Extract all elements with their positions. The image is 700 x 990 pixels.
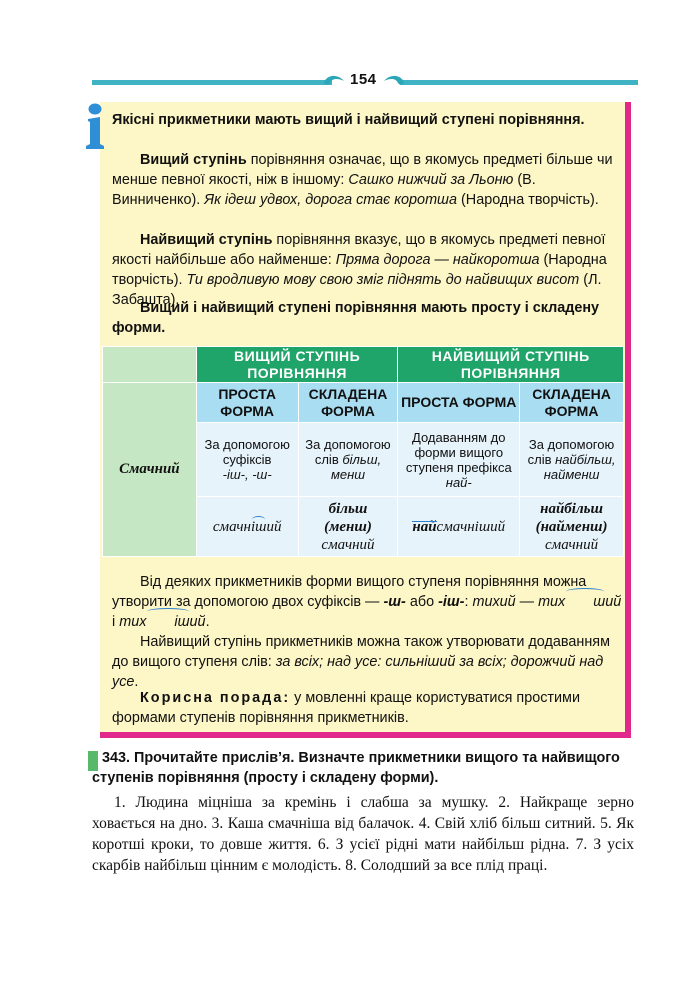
term-highest: Найвищий ступінь [140, 232, 273, 248]
desc-suffixes: -іш-, -ш- [222, 467, 272, 482]
term-higher: Вищий ступінь [140, 152, 247, 168]
aux-word: найбільш [540, 500, 603, 517]
text: . [205, 614, 210, 630]
prefix: най [412, 518, 437, 535]
desc-text: За допомогою слів [305, 437, 391, 467]
example: Пряма дорога — найкоротша [335, 252, 540, 268]
rule-forms-text: Вищий і найвищий ступені порівняння мають просту і складену форми. [112, 300, 600, 336]
rule-higher-degree [112, 150, 624, 210]
desc-text: Додаванням до форми вищого ступеня префікса [405, 429, 512, 475]
sub-simple-highest: ПРОСТА ФОРМА [398, 383, 520, 423]
info-icon [84, 103, 106, 149]
rule-forms [112, 298, 624, 338]
text: . [134, 674, 139, 690]
text: : [464, 594, 473, 610]
source: (Народна творчість). [112, 252, 607, 288]
header-line-left [92, 80, 332, 85]
example-simple-higher [196, 497, 298, 557]
rule-intro-text: Якісні прикметники мають вищий і найвищий ступені порівняння. [112, 112, 585, 128]
desc-compound-higher [298, 423, 398, 497]
suffix: ш [565, 592, 605, 612]
adjective: смачний [544, 536, 599, 553]
tip-label: Корисна порада: [140, 690, 291, 706]
base: смачніший [436, 518, 506, 535]
text: Від деяких прикметників форми вищого ступеня порівняння можна утворити за допомогою двох суфіксів — [112, 574, 587, 610]
example-simple-highest [398, 497, 520, 557]
text: або [405, 594, 439, 610]
aux-word: більш [328, 500, 368, 517]
source: (Народна творчість). [457, 192, 599, 208]
sub-simple-higher: ПРОСТА ФОРМА [196, 383, 298, 423]
desc-word: найбільш [555, 452, 612, 467]
head-higher: ВИЩИЙ СТУПІНЬ ПОРІВНЯННЯ [196, 347, 398, 383]
desc-simple-highest [398, 423, 520, 497]
head-highest: НАЙВИЩИЙ СТУПІНЬ ПОРІВНЯННЯ [398, 347, 624, 383]
suffix: -ш- [383, 594, 406, 610]
example: Як ідеш удвох, дорога стає коротша [204, 192, 458, 208]
text: Найвищий ступінь прикметників можна також утворювати додаванням до вищого ступеня слів: [112, 634, 610, 670]
desc-word: , найменш [543, 452, 616, 482]
header-line-right [400, 80, 638, 85]
example-compound-highest [520, 497, 624, 557]
table-word: Смачний [103, 383, 197, 557]
example: за всіх; над усе: сильніший за всіх; дорожчий над усе [112, 654, 604, 690]
example-compound-higher [298, 497, 398, 557]
page-number: 154 [350, 71, 377, 88]
desc-text: За допомогою суфіксів [204, 437, 290, 467]
ending: ий [605, 594, 622, 610]
adjective: смачний [321, 536, 375, 553]
example: Сашко нижчий за Льоню [348, 172, 514, 188]
exercise-body: 1. Людина міцніша за кремінь і слабша за мушку. 2. Найкраще зерно ховається на дно. 3. Каша смачніша від балачок. 4. Свій хліб більш ситний. 5. Як коротші кроки, то довше життя. 6. З усієї рідні мати найбільш рідна. 7. З усіх скарбів найбільш цінним є молодість. 8. Солодший за все плід праці. [92, 794, 634, 874]
desc-simple-higher [196, 423, 298, 497]
useful-tip [112, 688, 624, 728]
example: Ти вродливую мову свою зміг піднять до найвищих висот [186, 272, 580, 288]
desc-word: , менш [330, 452, 382, 482]
rule-intro [112, 110, 624, 130]
ending: ий [189, 614, 206, 630]
example: тихий [472, 594, 516, 610]
desc-word: більш [342, 452, 378, 467]
sub-compound-higher: СКЛАДЕНА ФОРМА [298, 383, 398, 423]
sub-compound-highest: СКЛАДЕНА ФОРМА [520, 383, 624, 423]
source: (Л. Забашта). [112, 272, 602, 308]
text: порівняння вказує, що в якомусь предметі певної якості найбільше або найменше: [112, 232, 606, 268]
exercise-title [92, 748, 632, 788]
aux-alt: (менш) [324, 518, 372, 535]
stem: тих [538, 594, 566, 610]
suffix: -іш- [438, 594, 465, 610]
stem: тих [119, 614, 147, 630]
text: — [515, 594, 539, 610]
table-corner [103, 347, 197, 383]
suffix: іш [146, 612, 189, 632]
suffix: іш [250, 518, 267, 535]
ending: ий [266, 518, 282, 535]
aux-alt: (найменш) [535, 518, 608, 535]
text: порівняння означає, що в якомусь предметі більше чи менше певної якості, ніж в іншому: [112, 152, 613, 188]
desc-compound-highest [520, 423, 624, 497]
text: і [112, 614, 120, 630]
note-two-suffixes [112, 572, 624, 632]
desc-text: За допомогою слів [527, 437, 615, 467]
source: (В. Винниченко). [112, 172, 536, 208]
swirl-right-ornament [382, 72, 406, 88]
desc-prefix: най- [445, 474, 472, 490]
degrees-table [102, 346, 624, 557]
note-superlative [112, 632, 624, 692]
tip-text: у мовленні краще користуватися простими формами ступенів порівняння прикметників. [112, 690, 580, 726]
exercise-title-text: 343. Прочитайте прислів’я. Визначте прикметники вищого та найвищого ступенів порівняння (просту і складену форми). [92, 750, 620, 786]
swirl-left-ornament [322, 72, 346, 88]
stem: смачн [212, 518, 251, 535]
